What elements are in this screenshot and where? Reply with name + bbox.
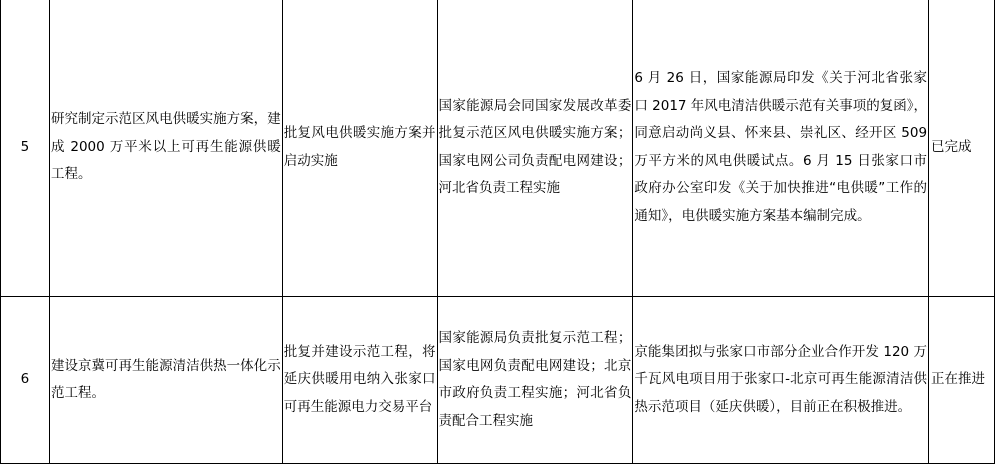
measure-cell: 批复并建设示范工程，将延庆供暖用电纳入张家口可再生能源电力交易平台 [282, 297, 437, 464]
row-number: 6 [1, 297, 50, 464]
task-cell: 建设京冀可再生能源清洁供热一体化示范工程。 [49, 297, 282, 464]
status-cell: 已完成 [929, 0, 995, 297]
table-row [1, 0, 995, 297]
measure-cell: 批复风电供暖实施方案并启动实施 [282, 0, 437, 297]
row-number: 5 [1, 0, 50, 297]
task-cell: 研究制定示范区风电供暖实施方案，建成 2000 万平米以上可再生能源供暖工程。 [49, 0, 282, 297]
progress-cell: 6 月 26 日，国家能源局印发《关于河北省张家口 2017 年风电清洁供暖示范有关事项的复函》，同意启动尚义县、怀来县、崇礼区、经开区 509 万平方米的风电供暖试点。6 月 15 日张家口市政府办公室印发《关于加快推进“电供暖”工作的通知》，电供暖实施方案基本编制完成。 [633, 0, 929, 297]
progress-cell: 京能集团拟与张家口市部分企业合作开发 120 万千瓦风电项目用于张家口-北京可再生能源清洁供热示范项目（延庆供暖），目前正在积极推进。 [633, 297, 929, 464]
responsible-cell: 国家能源局会同国家发展改革委批复示范区风电供暖实施方案；国家电网公司负责配电网建设；河北省负责工程实施 [437, 0, 633, 297]
responsible-cell: 国家能源局负责批复示范工程；国家电网负责配电网建设；北京市政府负责工程实施；河北省负责配合工程实施 [437, 297, 633, 464]
status-cell: 正在推进 [929, 297, 995, 464]
table-row [1, 297, 995, 464]
